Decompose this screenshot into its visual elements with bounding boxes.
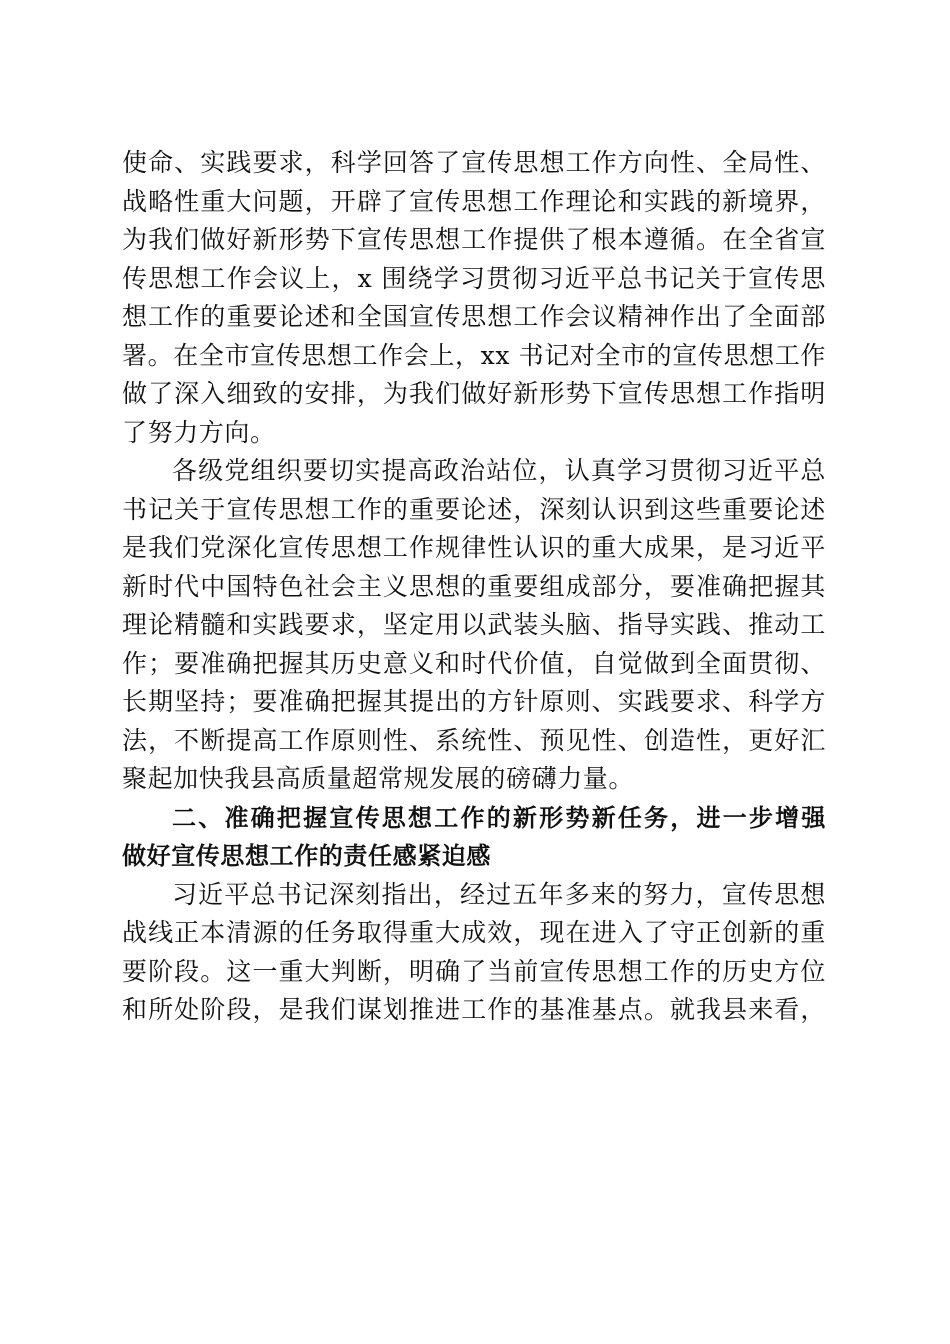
text-line: 战线正本清源的任务取得重大成效，现在进入了守正创新的重 <box>122 918 826 947</box>
document-body <box>122 144 826 1030</box>
paragraph-first-line: 习近平总书记深刻指出，经过五年多来的努力，宣传思想 <box>172 879 826 909</box>
text-line: 书记关于宣传思想工作的重要论述，深刻认识到这些重要论述 <box>122 494 826 524</box>
paragraph-first-line: 各级党组织要切实提高政治站位，认真学习贯彻习近平总 <box>172 456 826 485</box>
text-line: 聚起加快我县高质量超常规发展的磅礴力量。 <box>122 764 635 793</box>
section-heading: 二、准确把握宣传思想工作的新形势新任务，进一步增强 <box>172 803 826 832</box>
text-line: 是我们党深化宣传思想工作规律性认识的重大成果，是习近平 <box>122 533 826 562</box>
text-line: 新时代中国特色社会主义思想的重要组成部分，要准确把握其 <box>122 571 826 601</box>
text-line: 长期坚持；要准确把握其提出的方针原则、实践要求、科学方 <box>122 687 826 716</box>
text-line: 战略性重大问题，开辟了宣传思想工作理论和实践的新境界， <box>122 186 826 216</box>
text-line: 传思想工作会议上，x 围绕学习贯彻习近平总书记关于宣传思 <box>122 263 826 293</box>
text-line: 做了深入细致的安排，为我们做好新形势下宣传思想工作指明 <box>122 379 826 408</box>
section-heading-continued: 做好宣传思想工作的责任感紧迫感 <box>122 842 491 870</box>
text-line: 使命、实践要求，科学回答了宣传思想工作方向性、全局性、 <box>122 148 826 177</box>
text-line: 作；要准确把握其历史意义和时代价值，自觉做到全面贯彻、 <box>122 648 826 678</box>
text-line: 署。在全市宣传思想工作会上，xx 书记对全市的宣传思想工作 <box>122 340 826 370</box>
text-line: 为我们做好新形势下宣传思想工作提供了根本遵循。在全省宣 <box>122 225 826 254</box>
text-line: 理论精髓和实践要求，坚定用以武装头脑、指导实践、推动工 <box>122 610 826 639</box>
text-line: 和所处阶段，是我们谋划推进工作的基准基点。就我县来看， <box>122 995 826 1024</box>
text-line: 要阶段。这一重大判断，明确了当前宣传思想工作的历史方位 <box>122 956 826 986</box>
text-line: 想工作的重要论述和全国宣传思想工作会议精神作出了全面部 <box>122 302 826 331</box>
text-line: 法，不断提高工作原则性、系统性、预见性、创造性，更好汇 <box>122 725 826 755</box>
text-line: 了努力方向。 <box>122 417 276 447</box>
